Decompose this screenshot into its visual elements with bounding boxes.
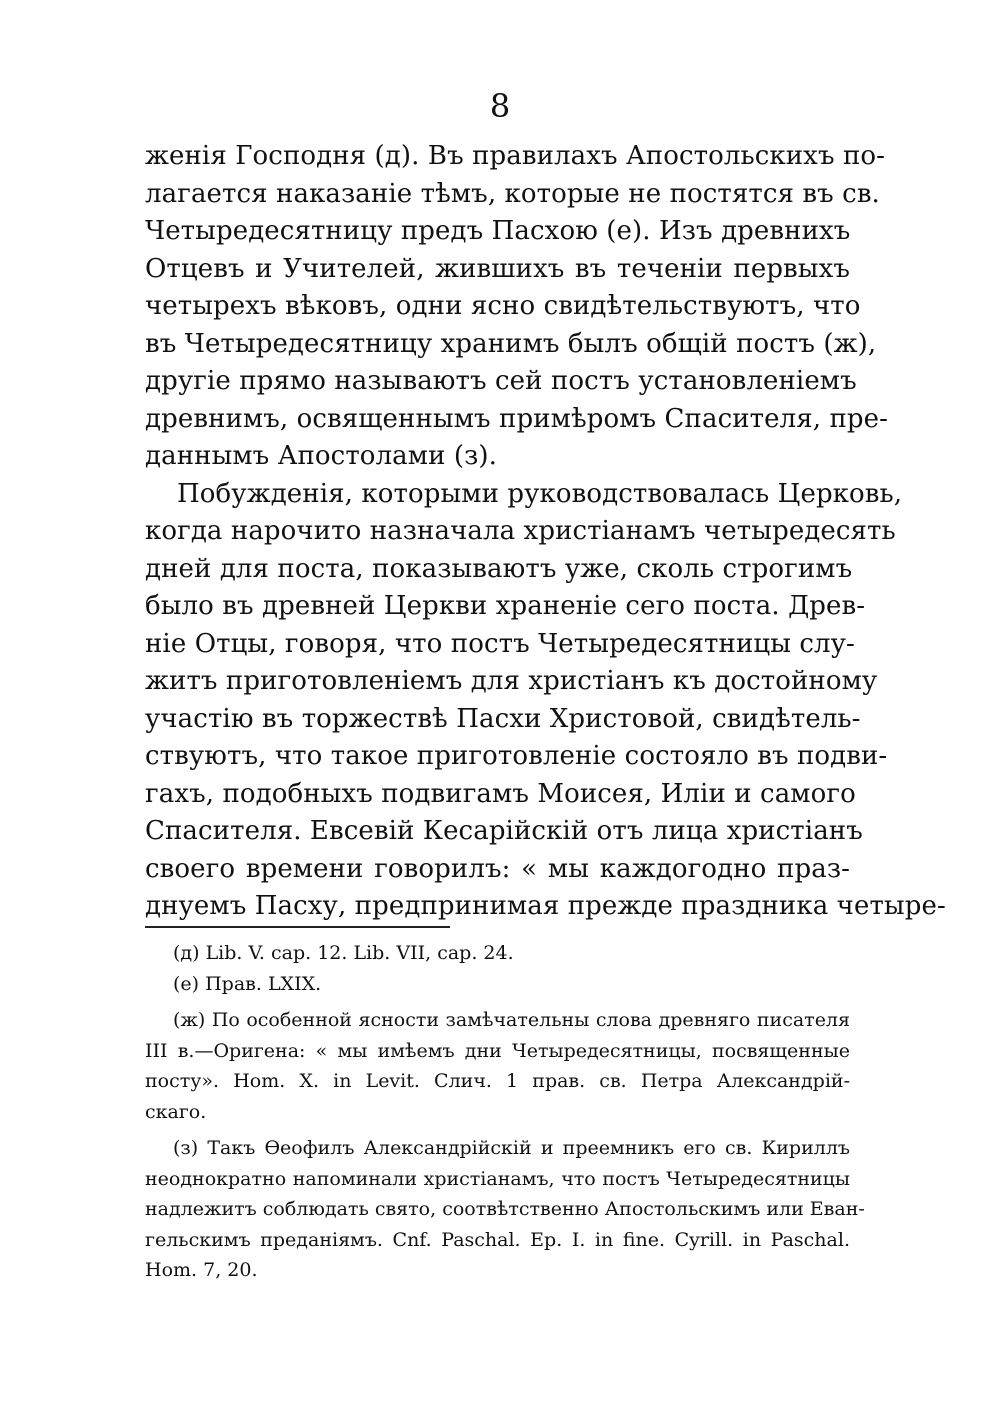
footnote-zh-line: III в.—Оригена: « мы имѣемъ дни Четыредесятницы, посвященные — [145, 1039, 850, 1062]
page-number: 8 — [489, 87, 511, 125]
text-line: Побужденія, которыми руководствовалась Церковь, — [177, 478, 903, 509]
text-line: когда нарочито назначала христіанамъ четыредесять — [145, 516, 896, 546]
text-line: ніе Отцы, говоря, что постъ Четыредесятницы слу- — [145, 628, 855, 659]
footnote-z-line: гельскимъ преданіямъ. Cnf. Paschal. Ep. I. in fine. Cyrill. in Paschal. — [145, 1228, 850, 1251]
text-line: четырехъ вѣковъ, одни ясно свидѣтельствуютъ, что — [145, 291, 861, 321]
footnote-z-line: Hom. 7, 20. — [145, 1259, 258, 1281]
footnote-zh-line: (ж) По особенной ясности замѣчательны слова древняго писателя — [173, 1009, 850, 1031]
footnote-divider — [145, 926, 450, 928]
footnote-e: (е) Прав. LXIX. — [173, 972, 322, 995]
text-line: женія Господня (д). Въ правилахъ Апостольскихъ по- — [145, 141, 886, 171]
text-line: дней для поста, показываютъ уже, сколь строгимъ — [145, 553, 853, 584]
text-line: житъ приготовленіемъ для христіанъ къ достойному — [145, 666, 878, 696]
text-line: Спасителя. Евсевій Кесарійскій отъ лица христіанъ — [145, 816, 863, 846]
text-line: было въ древней Церкви храненіе сего поста. Древ- — [145, 591, 866, 621]
footnote-d: (д) Lib. V. cap. 12. Lib. VII, cap. 24. — [173, 942, 514, 964]
text-line: Четыредесятницу предъ Пасхою (е). Изъ древнихъ — [145, 216, 851, 246]
text-line: даннымъ Апостолами (з). — [145, 441, 498, 471]
footnote-z-line: надлежитъ соблюдать свято, соотвѣтственно Апостольскимъ или Еван- — [145, 1198, 865, 1220]
text-line: лагается наказаніе тѣмъ, которые не постятся въ св. — [145, 178, 880, 209]
main-text — [145, 138, 946, 926]
footnote-zh-line: посту». Hom. X. in Levit. Слич. 1 прав. св. Петра Александрій- — [145, 1070, 850, 1092]
text-line: другіе прямо называютъ сей постъ установленіемъ — [145, 366, 857, 396]
text-line: древнимъ, освященнымъ примѣромъ Спасителя, пре- — [145, 403, 889, 434]
text-line: гахъ, подобныхъ подвигамъ Моисея, Иліи и самого — [145, 778, 856, 809]
text-line: своего времени говорилъ: « мы каждогодно праз- — [145, 853, 850, 884]
footnote-zh-line: скаго. — [145, 1100, 207, 1123]
footnote-z-line: (з) Такъ Ѳеофилъ Александрійскій и преемникъ его св. Кириллъ — [173, 1137, 850, 1159]
footnotes — [145, 938, 865, 1286]
text-line: Отцевъ и Учителей, жившихъ въ теченіи первыхъ — [145, 253, 850, 284]
text-line: днуемъ Пасху, предпринимая прежде праздника четыре- — [145, 891, 946, 921]
text-line: ствуютъ, что такое приготовленіе состояло въ подви- — [145, 741, 888, 771]
text-line: участію въ торжествѣ Пасхи Христовой, свидѣтель- — [145, 703, 861, 734]
footnote-z-line: неоднократно напоминали христіанамъ, что постъ Четыредесятницы — [145, 1167, 850, 1190]
text-line: въ Четыредесятницу хранимъ былъ общій постъ (ж), — [145, 328, 877, 359]
